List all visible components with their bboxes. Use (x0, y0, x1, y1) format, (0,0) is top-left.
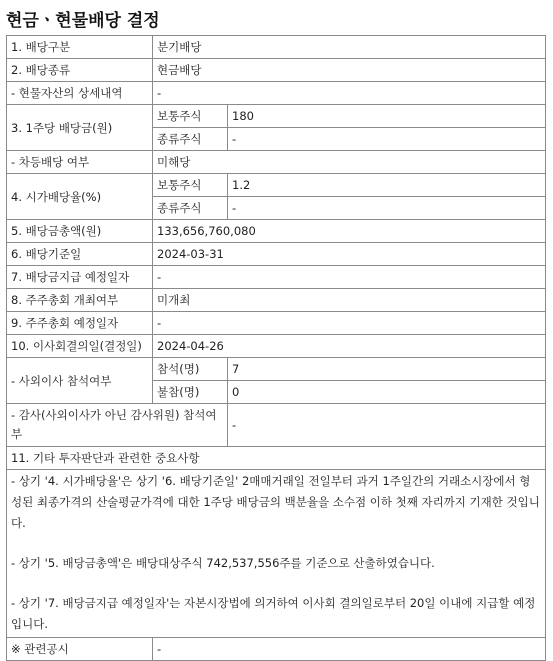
row-value: 0 (228, 381, 546, 404)
table-row (7, 36, 546, 59)
row-label: ※ 관련공시 (7, 638, 153, 661)
sub-label: 종류주식 (153, 128, 228, 151)
table-row (7, 335, 546, 358)
row-value: 7 (228, 358, 546, 381)
row-label: 9. 주주총회 예정일자 (7, 312, 153, 335)
row-label: 1. 배당구분 (7, 36, 153, 59)
table-row (7, 82, 546, 105)
row-value: - (228, 404, 546, 447)
row-value: 미해당 (153, 151, 546, 174)
row-label: 3. 1주당 배당금(원) (7, 105, 153, 151)
row-label: 6. 배당기준일 (7, 243, 153, 266)
row-value: 미개최 (153, 289, 546, 312)
note-paragraph: - 상기 '7. 배당금지급 예정일자'는 자본시장법에 의거하여 이사회 결의일로부터 20일 이내에 지급할 예정입니다. (11, 596, 536, 631)
table-row (7, 59, 546, 82)
sub-label: 불참(명) (153, 381, 228, 404)
table-row (7, 638, 546, 661)
table-row (7, 312, 546, 335)
row-label: 5. 배당금총액(원) (7, 220, 153, 243)
row-label: - 차등배당 여부 (7, 151, 153, 174)
table-row (7, 447, 546, 470)
table-row (7, 105, 546, 128)
note-spacer (11, 574, 541, 593)
notes-cell (7, 470, 546, 638)
row-value: - (153, 638, 546, 661)
table-row (7, 470, 546, 638)
page-title: 현금ㆍ현물배당 결정 (6, 11, 160, 31)
row-label: - 현물자산의 상세내역 (7, 82, 153, 105)
row-value: - (153, 266, 546, 289)
row-label: 10. 이사회결의일(결정일) (7, 335, 153, 358)
row-value: 분기배당 (153, 36, 546, 59)
note-paragraph: - 상기 '5. 배당금총액'은 배당대상주식 742,537,556주를 기준으로 산출하였습니다. (11, 556, 435, 570)
row-label: 7. 배당금지급 예정일자 (7, 266, 153, 289)
table-row (7, 174, 546, 197)
row-value: 현금배당 (153, 59, 546, 82)
row-label: - 사외이사 참석여부 (7, 358, 153, 404)
row-value: 2024-03-31 (153, 243, 546, 266)
table-row (7, 220, 546, 243)
sub-label: 보통주식 (153, 105, 228, 128)
table-row (7, 266, 546, 289)
disclosure-table (6, 35, 546, 661)
sub-label: 보통주식 (153, 174, 228, 197)
row-value: - (228, 128, 546, 151)
table-row (7, 243, 546, 266)
table-row (7, 289, 546, 312)
sub-label: 참석(명) (153, 358, 228, 381)
row-label: 11. 기타 투자판단과 관련한 중요사항 (7, 447, 546, 470)
note-paragraph: - 상기 '4. 시가배당율'은 상기 '6. 배당기준일' 2매매거래일 전일부터 과거 1주일간의 거래소시장에서 형성된 최종가격의 산술평균가격에 대한 1주당 배당금의 백분율을 소수점 이하 첫째 자리까지 기재한 것입니다. (11, 474, 540, 530)
table-row (7, 404, 546, 447)
row-value: - (228, 197, 546, 220)
row-label: 2. 배당종류 (7, 59, 153, 82)
row-value: - (153, 312, 546, 335)
row-value: 2024-04-26 (153, 335, 546, 358)
table-row (7, 151, 546, 174)
row-value: - (153, 82, 546, 105)
table-row (7, 358, 546, 381)
row-value: 133,656,760,080 (153, 220, 546, 243)
row-value: 1.2 (228, 174, 546, 197)
note-spacer (11, 534, 541, 553)
row-label: 4. 시가배당율(%) (7, 174, 153, 220)
row-label: - 감사(사외이사가 아닌 감사위원) 참석여부 (7, 404, 228, 447)
row-value: 180 (228, 105, 546, 128)
row-label: 8. 주주총회 개최여부 (7, 289, 153, 312)
sub-label: 종류주식 (153, 197, 228, 220)
